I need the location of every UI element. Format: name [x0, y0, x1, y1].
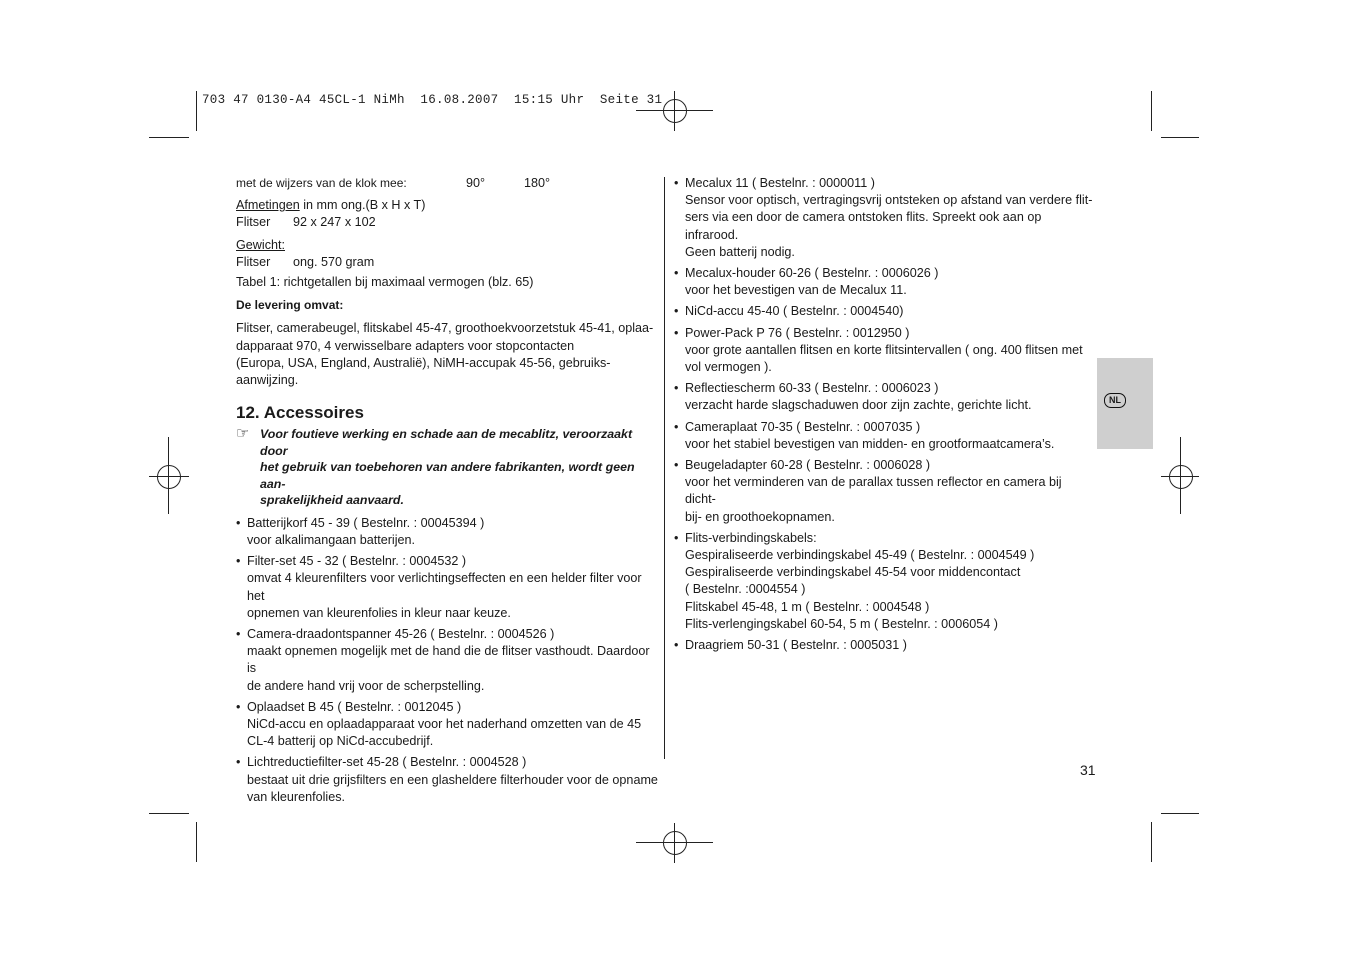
accessory-item — [674, 265, 1094, 299]
delivery-line: (Europa, USA, England, Australië), NiMH-accupak 45-56, gebruiks- — [236, 355, 611, 370]
delivery-line: aanwijzing. — [236, 372, 299, 387]
accessory-item — [674, 325, 1094, 377]
page-number: 31 — [1080, 762, 1096, 778]
dimensions-value: 92 x 247 x 102 — [293, 215, 376, 230]
weight-item: Flitser — [236, 254, 271, 269]
accessory-item — [674, 303, 1094, 320]
warning-line: Voor foutieve werking en schade aan de mecablitz, veroorzaakt door — [260, 427, 633, 458]
print-slug: 703 47 0130-A4 45CL-1 NiMh 16.08.2007 15:15 Uhr Seite 31 — [202, 93, 663, 107]
bullet: • — [674, 530, 679, 545]
accessory-desc: bestaat uit drie grijsfilters en een glasheldere filterhouder voor de opname — [247, 772, 658, 787]
accessory-title: Draagriem 50-31 ( Bestelnr. : 0005031 ) — [685, 638, 907, 653]
warning-line: het gebruik van toebehoren van andere fabrikanten, wordt geen aan- — [260, 460, 635, 491]
table-reference: Tabel 1: richtgetallen bij maximaal vermogen (blz. 65) — [236, 274, 534, 289]
bullet: • — [674, 638, 679, 653]
bullet: • — [236, 554, 241, 569]
warning-note — [236, 426, 661, 509]
accessory-item — [674, 419, 1094, 453]
accessory-desc: voor alkalimangaan batterijen. — [247, 532, 416, 547]
accessory-title: Filter-set 45 - 32 ( Bestelnr. : 0004532 ) — [247, 554, 467, 569]
accessory-desc: Flitskabel 45-48, 1 m ( Bestelnr. : 0004548 ) — [685, 599, 930, 614]
accessory-desc: Flits-verlengingskabel 60-54, 5 m ( Bestelnr. : 0006054 ) — [685, 616, 998, 631]
bullet: • — [674, 419, 679, 434]
pointing-hand-icon: ☞ — [236, 425, 250, 443]
accessory-item — [236, 515, 661, 549]
accessory-title: Mecalux-houder 60-26 ( Bestelnr. : 0006026 ) — [685, 266, 939, 281]
accessory-item — [674, 637, 1094, 654]
accessory-item — [674, 175, 1094, 261]
accessory-title: Batterijkorf 45 - 39 ( Bestelnr. : 00045394 ) — [247, 515, 485, 530]
bullet: • — [236, 626, 241, 641]
accessory-desc: Gespiraliseerde verbindingskabel 45-49 ( Bestelnr. : 0004549 ) — [685, 548, 1035, 563]
accessory-desc: Geen batterij nodig. — [685, 244, 795, 259]
language-badge: NL — [1104, 393, 1126, 408]
accessory-title: Cameraplaat 70-35 ( Bestelnr. : 0007035 ) — [685, 419, 921, 434]
accessory-desc: omvat 4 kleurenfilters voor verlichtingseffecten en een helder filter voor het — [247, 571, 642, 603]
accessory-title: Oplaadset B 45 ( Bestelnr. : 0012045 ) — [247, 699, 462, 714]
accessory-title: Beugeladapter 60-28 ( Bestelnr. : 0006028 ) — [685, 458, 931, 473]
accessory-item — [236, 553, 661, 622]
bullet: • — [674, 176, 679, 190]
delivery-line: Flitser, camerabeugel, flitskabel 45-47, groothoekvoorzetstuk 45-41, oplaa- — [236, 321, 654, 336]
accessory-item — [674, 380, 1094, 414]
delivery-heading: De levering omvat: — [236, 298, 344, 313]
accessory-desc: sers via een door de camera ontstoken flits. Spreekt ook aan op infrarood. — [685, 210, 1042, 242]
section-title: 12. Accessoires — [236, 403, 364, 423]
accessory-desc: NiCd-accu en oplaadapparaat voor het naderhand omzetten van de 45 — [247, 716, 642, 731]
weight-value: ong. 570 gram — [293, 254, 375, 269]
accessory-title: Flits-verbindingskabels: — [685, 530, 817, 545]
rotation-180: 180° — [524, 176, 551, 190]
accessory-title: Lichtreductiefilter-set 45-28 ( Bestelnr. : 0004528 ) — [247, 755, 527, 770]
accessory-desc: Sensor voor optisch, vertragingsvrij ontsteken op afstand van verdere flit- — [685, 193, 1093, 208]
accessory-item — [236, 626, 661, 695]
accessory-desc: maakt opnemen mogelijk met de hand die de flitser vasthoudt. Daardoor is — [247, 644, 650, 676]
accessory-desc: voor het stabiel bevestigen van midden- en grootformaatcamera’s. — [685, 436, 1055, 451]
accessory-item — [236, 699, 661, 751]
accessory-title: Reflectiescherm 60-33 ( Bestelnr. : 0006023 ) — [685, 381, 939, 396]
bullet: • — [236, 515, 241, 530]
weight-heading: Gewicht: — [236, 237, 285, 252]
bullet: • — [674, 458, 679, 473]
accessory-item — [674, 530, 1094, 633]
dimensions-heading — [236, 197, 661, 214]
accessory-desc: CL-4 batterij op NiCd-accubedrijf. — [247, 734, 434, 749]
column-divider — [664, 177, 665, 759]
accessory-title: Mecalux 11 ( Bestelnr. : 0000011 ) — [685, 176, 875, 190]
accessory-title: NiCd-accu 45-40 ( Bestelnr. : 0004540) — [685, 304, 904, 319]
dimensions-row — [236, 214, 661, 231]
bullet: • — [674, 325, 679, 340]
dimensions-suffix: in mm ong.(B x H x T) — [299, 198, 426, 213]
accessory-desc: voor grote aantallen flitsen en korte flitsintervallen ( ong. 400 flitsen met — [685, 342, 1083, 357]
rotation-row — [236, 175, 661, 192]
accessory-desc: bij- en groothoekopnamen. — [685, 509, 835, 524]
accessory-desc: ( Bestelnr. :0004554 ) — [685, 582, 806, 597]
bullet: • — [236, 755, 241, 770]
left-column — [236, 175, 661, 806]
accessory-desc: vol vermogen ). — [685, 360, 772, 375]
accessory-desc: opnemen van kleurenfolies in kleur naar keuze. — [247, 605, 511, 620]
weight-row — [236, 254, 661, 271]
accessory-item — [674, 457, 1094, 526]
accessory-desc: voor het verminderen van de parallax tussen reflector en camera bij dicht- — [685, 475, 1062, 507]
accessory-title: Camera-draadontspanner 45-26 ( Bestelnr. : 0004526 ) — [247, 626, 555, 641]
rotation-90: 90° — [466, 176, 486, 190]
accessory-desc: de andere hand vrij voor de scherpstelling. — [247, 678, 485, 693]
accessory-desc: voor het bevestigen van de Mecalux 11. — [685, 283, 907, 298]
dimensions-item: Flitser — [236, 215, 271, 230]
warning-line: sprakelijkheid aanvaard. — [260, 493, 404, 508]
bullet: • — [674, 381, 679, 396]
accessory-desc: van kleurenfolies. — [247, 789, 346, 804]
bullet: • — [674, 266, 679, 281]
accessory-title: Power-Pack P 76 ( Bestelnr. : 0012950 ) — [685, 325, 910, 340]
dimensions-label: Afmetingen — [236, 198, 300, 213]
bullet: • — [236, 699, 241, 714]
accessory-desc: Gespiraliseerde verbindingskabel 45-54 voor middencontact — [685, 565, 1021, 580]
bullet: • — [674, 304, 679, 319]
rotation-label: met de wijzers van de klok mee: — [236, 176, 407, 190]
delivery-line: dapparaat 970, 4 verwisselbare adapters voor stopcontacten — [236, 338, 575, 353]
accessory-item — [236, 754, 661, 806]
accessory-desc: verzacht harde slagschaduwen door zijn zachte, gerichte licht. — [685, 398, 1032, 413]
right-column — [674, 172, 1094, 654]
